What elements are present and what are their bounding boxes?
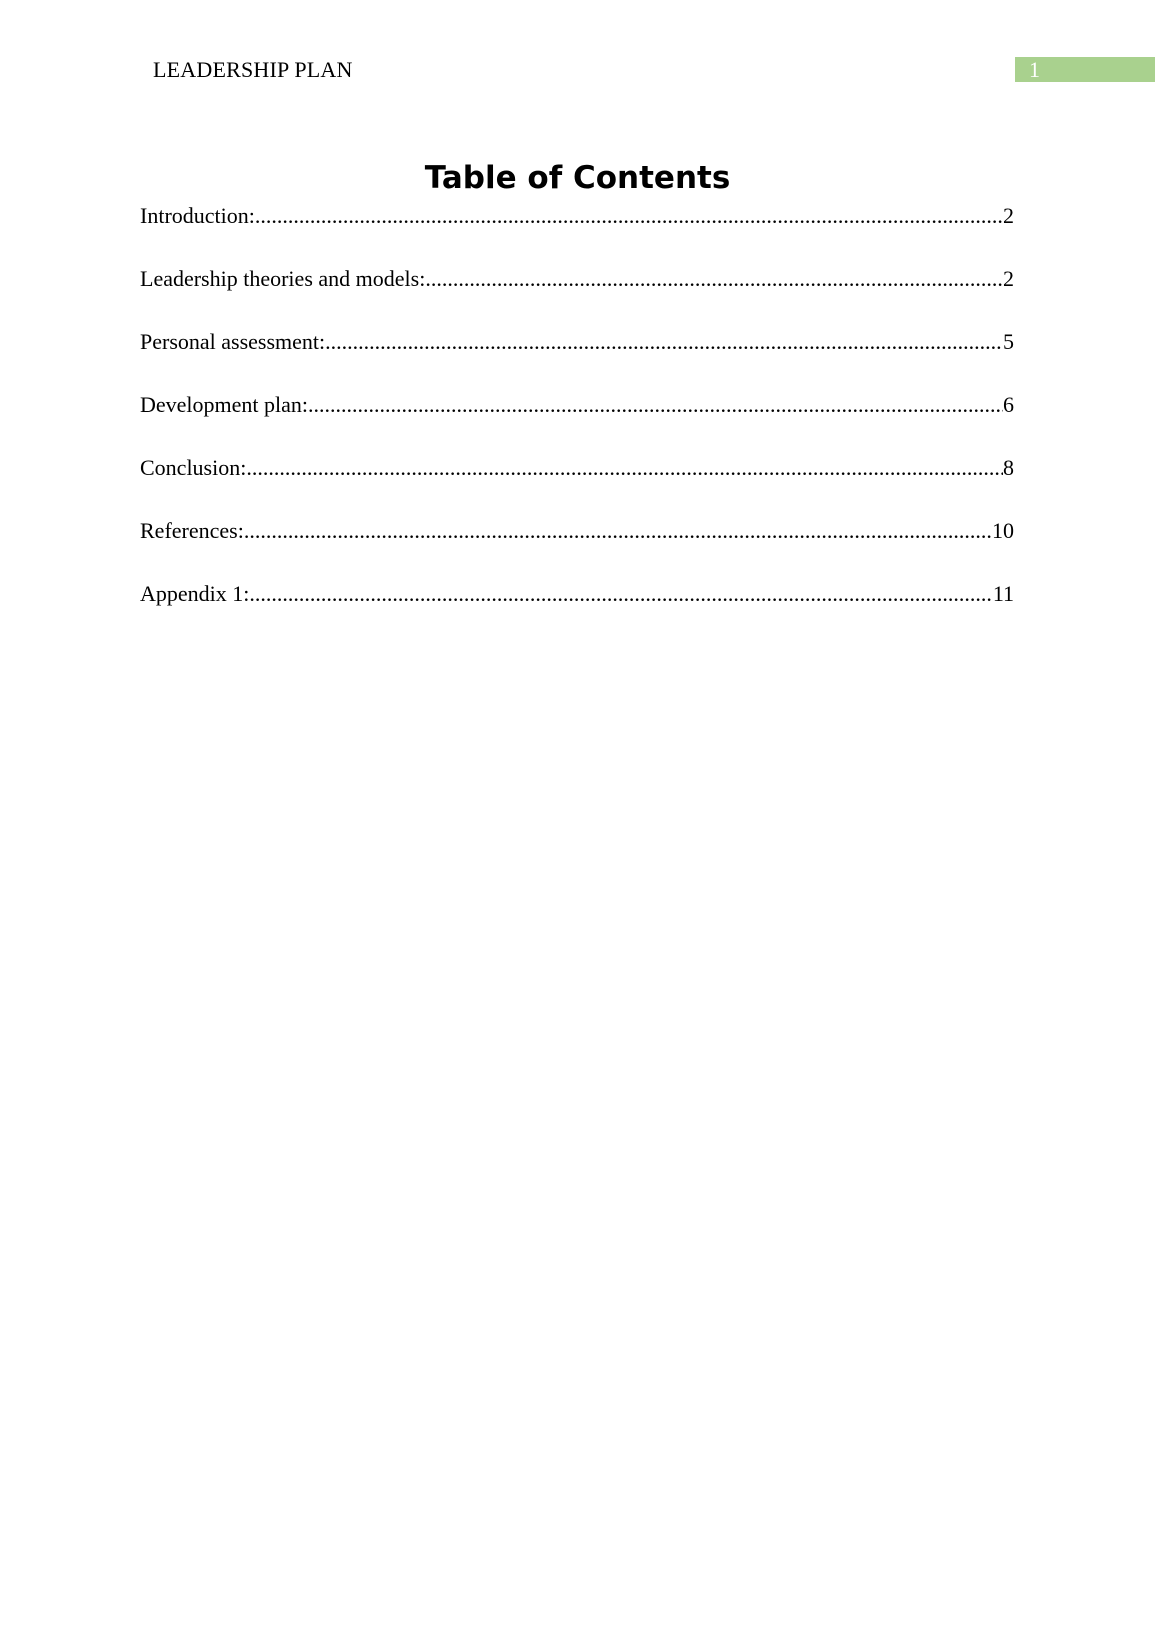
running-header: LEADERSHIP PLAN <box>153 57 353 82</box>
toc-entry-leadership-theories[interactable] <box>140 263 1014 326</box>
toc-entry-label: Introduction: <box>140 203 255 228</box>
toc-entry-page: 2 <box>1003 266 1014 291</box>
toc-entry-page: 5 <box>1003 329 1014 354</box>
toc-dot-leader <box>244 515 992 547</box>
toc-dot-leader <box>308 389 1003 421</box>
toc-entry-page: 11 <box>992 581 1014 606</box>
toc-entry-introduction[interactable] <box>140 200 1014 263</box>
toc-entry-label: Leadership theories and models: <box>140 266 426 291</box>
page-number-badge <box>1015 57 1155 82</box>
toc-dot-leader <box>246 452 1003 484</box>
toc-dot-leader <box>255 200 1003 232</box>
toc-entry-page: 6 <box>1003 392 1014 417</box>
toc-entry-label: References: <box>140 518 244 543</box>
toc-title: Table of Contents <box>424 160 731 196</box>
toc-dot-leader <box>425 263 1003 295</box>
toc-entry-page: 8 <box>1003 455 1014 480</box>
toc-dot-leader <box>249 578 992 610</box>
toc-entry-personal-assessment[interactable] <box>140 326 1014 389</box>
toc-entry-page: 2 <box>1003 203 1014 228</box>
page-number: 1 <box>1029 57 1040 82</box>
toc-entry-references[interactable] <box>140 515 1014 578</box>
toc-entry-page: 10 <box>992 518 1014 543</box>
toc-list <box>140 200 1014 641</box>
toc-entry-label: Personal assessment: <box>140 329 326 354</box>
toc-entry-label: Development plan: <box>140 392 309 417</box>
toc-dot-leader <box>325 326 1003 358</box>
toc-entry-conclusion[interactable] <box>140 452 1014 515</box>
toc-entry-appendix-1[interactable] <box>140 578 1014 641</box>
toc-entry-label: Conclusion: <box>140 455 247 480</box>
toc-entry-label: Appendix 1: <box>140 581 250 606</box>
toc-entry-development-plan[interactable] <box>140 389 1014 452</box>
